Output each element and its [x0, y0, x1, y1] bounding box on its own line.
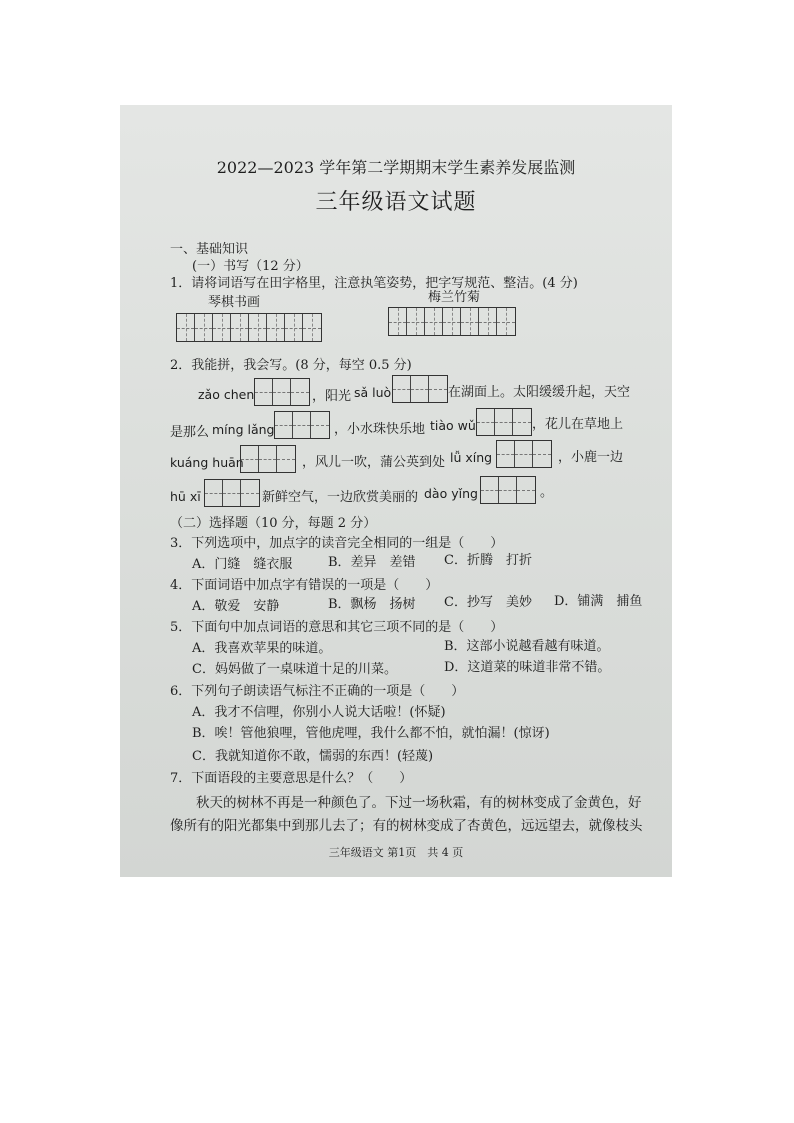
answer-box-kuanghuan[interactable]: [240, 445, 296, 473]
section-title: 一、基础知识: [170, 242, 249, 257]
pinyin-saluo: sǎ luò: [354, 385, 392, 400]
text-huaer: ，花儿在草地上: [532, 417, 624, 432]
q3-option-c[interactable]: C．折腾 打折: [444, 553, 532, 568]
pinyin-kuanghuan: kuáng huān: [170, 455, 244, 470]
q3-option-b[interactable]: B．差异 差错: [328, 555, 416, 570]
q1-writing-grid-1[interactable]: [176, 313, 322, 342]
text-shi-na: 是那么: [170, 425, 210, 440]
pinyin-tiaowu: tiào wǔ: [430, 418, 476, 433]
answer-box-zaochen[interactable]: [254, 378, 310, 406]
exam-title: 2022—2023 学年第二学期期末学生素养发展监测: [216, 158, 576, 177]
q5-option-a[interactable]: A．我喜欢苹果的味道。: [192, 641, 332, 656]
text-xiaolu: ，小鹿一边: [558, 450, 624, 465]
subject-title: 三年级语文试题: [315, 190, 477, 215]
q1-word2: 梅兰竹菊: [428, 290, 481, 305]
text-yangguang: ，阳光: [312, 389, 352, 404]
q3-option-a[interactable]: A．门缝 缝衣服: [192, 557, 293, 572]
q4-option-c[interactable]: C．抄写 美妙: [444, 595, 532, 610]
q1-word1: 琴棋书画: [208, 295, 261, 310]
pinyin-huxi: hū xī: [170, 489, 201, 504]
pinyin-zaochen: zǎo chen: [198, 387, 255, 402]
q1-text: 1．请将词语写在田字格里，注意执笔姿势，把字写规范、整洁。(4 分): [170, 276, 578, 291]
q6-option-b[interactable]: B．唉！管他狼哩，管他虎哩，我什么都不怕，就怕漏！(惊讶): [192, 726, 550, 741]
q3-stem: 3．下列选项中，加点字的读音完全相同的一组是（ ）: [170, 536, 504, 551]
text-hu: 在湖面上。太阳缓缓升起，天空: [448, 385, 631, 400]
q6-option-a[interactable]: A．我才不信哩，你别小人说大话啦！(怀疑): [192, 705, 446, 720]
q7-stem: 7．下面语段的主要意思是什么？（ ）: [170, 771, 413, 786]
q7-passage-line-1: 秋天的树林不再是一种颜色了。下过一场秋霜，有的树林变成了金黄色，好: [196, 795, 642, 811]
q4-option-d[interactable]: D．铺满 捕鱼: [554, 594, 643, 609]
q5-option-d[interactable]: D．这道菜的味道非常不错。: [444, 660, 611, 675]
q6-option-c[interactable]: C．我就知道你不敢，懦弱的东西！(轻蔑): [192, 749, 434, 764]
page-footer: 三年级语文 第1页 共 4 页: [328, 846, 464, 859]
q7-passage-line-2: 像所有的阳光都集中到那儿去了；有的树林变成了杏黄色，远远望去，就像枝头: [170, 818, 643, 834]
text-end: 。: [540, 485, 554, 500]
exam-paper: [120, 105, 672, 877]
q4-option-b[interactable]: B．飘杨 扬树: [328, 597, 416, 612]
part2-heading: （二）选择题（10 分，每题 2 分）: [170, 516, 377, 531]
q5-stem: 5．下面句中加点词语的意思和其它三项不同的是（ ）: [170, 620, 504, 635]
answer-box-saluo[interactable]: [392, 375, 448, 403]
text-xiaoshuizhu: ，小水珠快乐地: [334, 422, 426, 437]
answer-box-huxi[interactable]: [204, 479, 260, 507]
pinyin-daoying: dào yǐng: [424, 486, 478, 501]
q5-option-c[interactable]: C．妈妈做了一桌味道十足的川菜。: [192, 662, 397, 677]
q1-writing-grid-2[interactable]: [388, 307, 516, 336]
answer-box-lvxing[interactable]: [496, 440, 552, 468]
text-xinxian: 新鲜空气，一边欣赏美丽的: [262, 490, 419, 505]
pinyin-lvxing: lǚ xíng: [450, 450, 493, 465]
q6-stem: 6．下列句子朗读语气标注不正确的一项是（ ）: [170, 684, 465, 699]
q4-stem: 4．下面词语中加点字有错误的一项是（ ）: [170, 578, 439, 593]
pinyin-minglang: míng lǎng: [212, 422, 275, 437]
q2-text: 2．我能拼，我会写。(8 分，每空 0.5 分): [170, 358, 412, 373]
answer-box-tiaowu[interactable]: [476, 408, 532, 436]
part1-heading: (一）书写（12 分）: [192, 259, 309, 274]
answer-box-minglang[interactable]: [274, 411, 330, 439]
text-fenger: ，风儿一吹，蒲公英到处: [302, 455, 446, 470]
q5-option-b[interactable]: B．这部小说越看越有味道。: [444, 639, 610, 654]
answer-box-daoying[interactable]: [480, 476, 536, 504]
q4-option-a[interactable]: A．敬爱 安静: [192, 599, 280, 614]
